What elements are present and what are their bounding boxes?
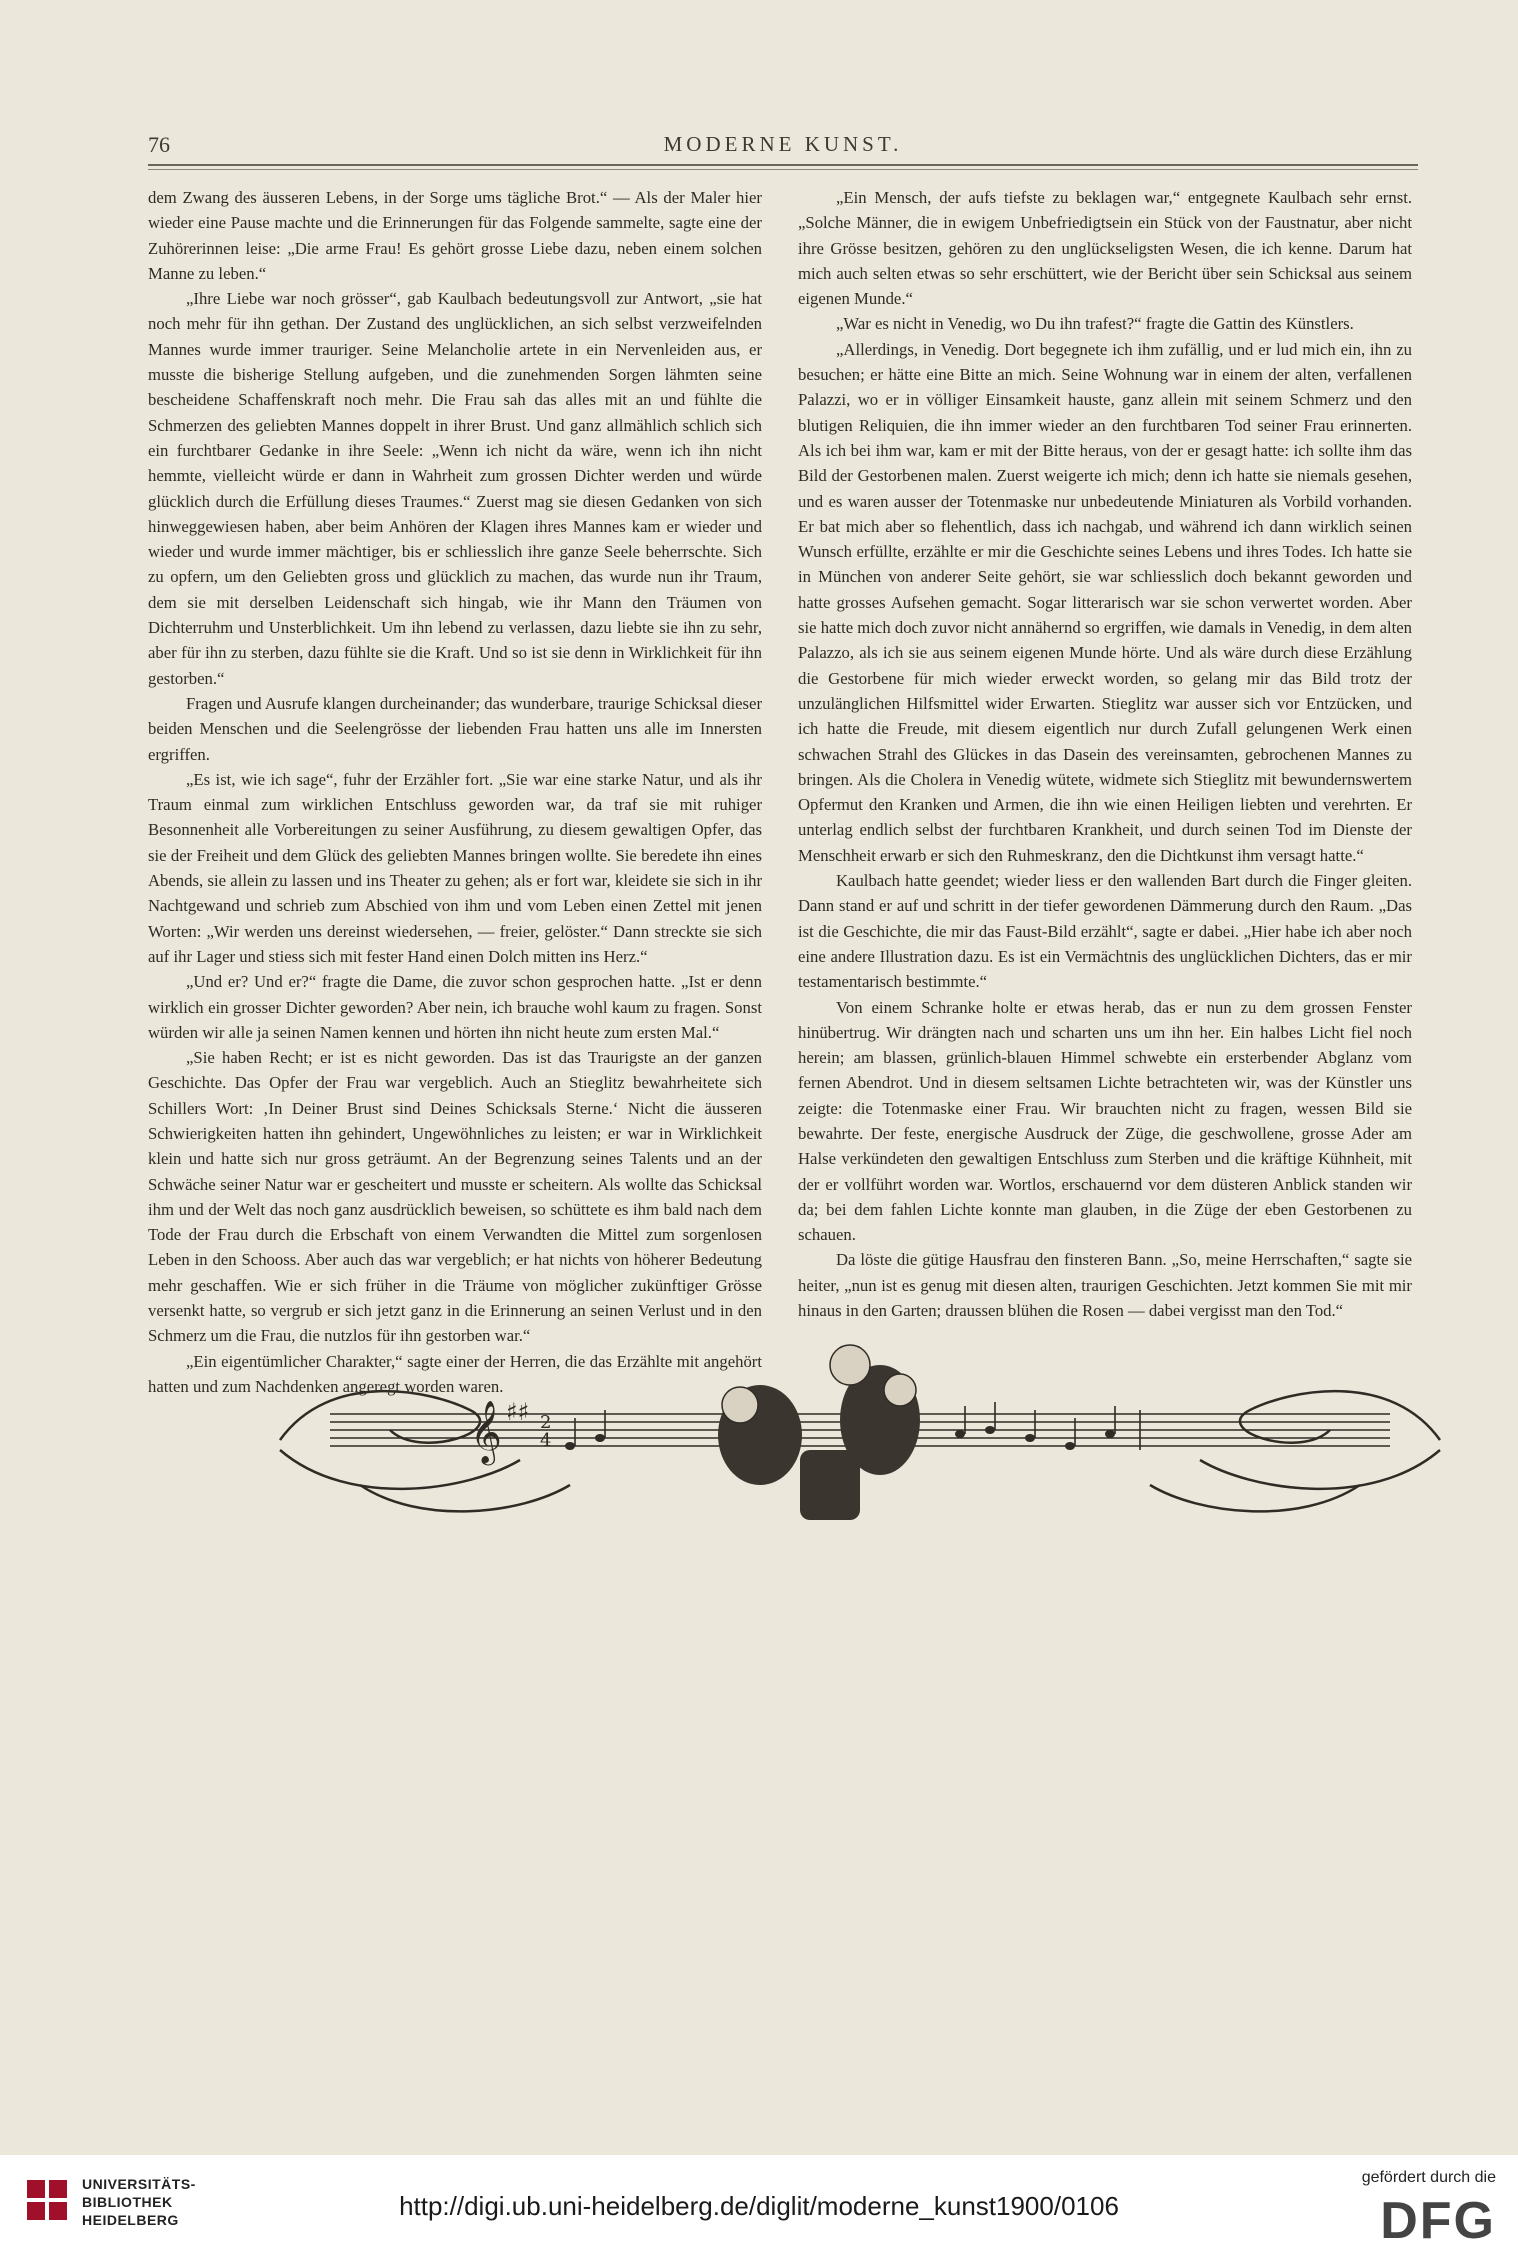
svg-text:2: 2 bbox=[540, 1412, 552, 1433]
paragraph: „Ihre Liebe war noch grösser“, gab Kaulbach bedeutungsvoll zur Antwort, „sie hat noch mehr für ihn gethan. Der Zustand des unglücklichen, an sich selbst verzweifelnden Mannes wurde immer trauriger. Seine Melancholie artete in ein Nervenleiden aus, er musste die bisherige Stellung aufgeben, und die zunehmenden Sorgen lähmten seine bescheidene Schaffenskraft noch mehr. Die Frau sah das alles mit an und fühlte die Schmerzen des geliebten Mannes doppelt in ihrer Brust. Und ganz allmählich schlich sich ein furchtbarer Gedanke in ihre Seele: „Wenn ich nicht da wäre, wenn ich ihn nicht hemmte, vielleicht würde er dann in Wahrheit zum grossen Dichter werden und würde glücklich durch die Erfüllung dieses Traumes.“ Zuerst mag sie diesen Gedanken von sich hinweggewiesen haben, aber beim Anhören der Klagen ihres Mannes kam er wieder und wieder und wurde immer mächtiger, bis er schliesslich ihre ganze Seele beherrschte. Sich zu opfern, um den Geliebten gross und glücklich zu machen, das wurde nun ihr Traum, dem sie mit derselben Leidenschaft sich hingab, wie ihr Mann den Träumen von Dichterruhm und Unsterblichkeit. Um ihn lebend zu verlassen, dazu liebte sie ihn zu sehr, aber für ihn zu sterben, dazu fühlte sie die Kraft. Und so ist sie denn in Wirklichkeit für ihn gestorben.“ bbox=[148, 289, 762, 688]
paragraph: „Ein Mensch, der aufs tiefste zu beklagen war,“ entgegnete Kaulbach sehr ernst. „Solche Männer, die in ewigem Unbefriedigtsein ein Stück von der Faustnatur, aber nicht ihre Grösse besitzen, gehören zu den unglückseligsten Wesen, die ich kenne. Darum hat mich auch selten etwas so sehr erschüttert, wie der Bericht über sein Schicksal aus seinem eigenen Munde.“ bbox=[798, 188, 1412, 309]
library-line: BIBLIOTHEK bbox=[82, 2194, 173, 2210]
library-line: HEIDELBERG bbox=[82, 2212, 179, 2228]
paragraph: „Ein eigentümlicher Charakter,“ sagte einer der Herren, die das Erzählte mit angehört hatten und zum Nachdenken angeregt worden waren. bbox=[148, 1351, 762, 1396]
paragraph: Da löste die gütige Hausfrau den finsteren Bann. „So, meine Herrschaften,“ sagte sie heiter, „nun ist es genug mit diesen alten, traurigen Geschichten. Jetzt kommen Sie mit mir hinaus in den Garten; draussen blühen die Rosen — dabei vergisst man den Tod.“ bbox=[798, 1250, 1412, 1321]
paragraph: „Allerdings, in Venedig. Dort begegnete ich ihm zufällig, und er lud mich ein, ihn zu besuchen; er hätte eine Bitte an mich. Seine Wohnung war in einem der alten, verfallenen Palazzi, wo er in völliger Einsamkeit hauste, ganz allein mit seinem Schmerz und den blutigen Reliquien, die ihn immer wieder an den furchtbaren Tod seiner Frau erinnerten. Als ich bei ihm war, kam er mit der Bitte heraus, von der er gesagt hatte: ich sollte ihm das Bild der Gestorbenen malen. Zuerst weigerte ich mich; denn ich hatte sie niemals gesehen, und es waren ausser der Totenmaske nur unbedeutende Miniaturen als Vorbild vorhanden. Er bat mich aber so flehentlich, dass ich nachgab, und während ich dann wirklich seinen Wunsch erfüllte, erzählte er mir die Geschichte seines Lebens und ihres Todes. Ich hatte sie in München von anderer Seite gehört, sie war schliesslich doch bekannt geworden und hatte grosses Aufsehen gemacht. Sogar litterarisch war sie schon verwertet worden. Aber sie hatte mich doch zuvor nicht annähernd so ergriffen, wie damals in Venedig, in dem alten Palazzo, als ich sie aus seinem eigenen Munde hörte. Und als wäre durch diese Erzählung die Gestorbene für mich wieder erweckt worden, so gelang mir das Bild trotz der unzulänglichen Hilfsmittel wider Erwarten. Stieglitz war ausser sich vor Entzücken, und ich hatte die Freude, mit diesem eigentlich nur durch Zufall gelungenen Werk einen schwachen Strahl des Glückes in das Dasein des vereinsamten, gebrochenen Mannes zu bringen. Als die Cholera in Venedig wütete, widmete sich Stieglitz mit bewundernswertem Opfermut den Kranken und Armen, die ihn wie einen Heiligen liebten und verehrten. Er unterlag endlich selbst der furchtbaren Krankheit, und durch seinen Tod im Dienste der Menschheit erwarb er sich den Ruhmeskranz, den die Dichtkunst ihm versagt hatte.“ bbox=[798, 339, 1413, 865]
paragraph: Kaulbach hatte geendet; wieder liess er den wallenden Bart durch die Finger gleiten. Dann stand er auf und schritt in der tiefer gewordenen Dämmerung durch den Raum. „Das ist die Geschichte, die mir das Faust-Bild erzählt“, sagte er dabei. „Hier habe ich aber noch eine andere Illustration dazu. Es ist ein Vermächtnis des unglücklichen Dichters, das er mir testamentarisch bestimmte.“ bbox=[798, 871, 1412, 992]
svg-text:𝄞: 𝄞 bbox=[470, 1400, 502, 1463]
left-column bbox=[148, 185, 762, 1399]
footer-bar bbox=[0, 2155, 1518, 2261]
paragraph: dem Zwang des äusseren Lebens, in der Sorge ums tägliche Brot.“ — Als der Maler hier wieder eine Pause machte und die Erinnerungen für das Folgende sammelte, sagte eine der Zuhörerinnen leise: „Die arme Frau! Es gehört grosse Liebe dazu, neben einem solchen Manne zu leben.“ bbox=[148, 188, 762, 283]
paragraph: Fragen und Ausrufe klangen durcheinander; das wunderbare, traurige Schicksal dieser beiden Menschen und die Seelengrösse der liebenden Frau hatten uns alle im Innersten ergriffen. bbox=[148, 693, 762, 764]
page-header bbox=[148, 128, 1418, 164]
header-rule bbox=[148, 164, 1418, 166]
paragraph: „Es ist, wie ich sage“, fuhr der Erzähler fort. „Sie war eine starke Natur, und als ihr Traum einmal zum wirklichen Entschluss geworden war, da traf sie mit ruhiger Besonnenheit alle Vorbereitungen zu seiner Ausführung, zu diesem gewaltigen Opfer, das sie der Freiheit und dem Glück des geliebten Mannes bringen wollte. Sie beredete ihn eines Abends, sie allein zu lassen und ins Theater zu gehen; als er fort war, kleidete sie sich in ihr Nachtgewand und schrieb zum Abschied von ihm und vom Leben einen Zettel mit jenen Worten: „Wir werden uns dereinst wiedersehen, — freier, gelöster.“ Dann streckte sie sich auf ihr Lager und stiess sich mit fester Hand einen Dolch mitten ins Herz.“ bbox=[148, 769, 762, 966]
paragraph: „War es nicht in Venedig, wo Du ihn trafest?“ fragte die Gattin des Künstlers. bbox=[836, 314, 1354, 334]
music-ornament-illustration bbox=[270, 1310, 1450, 1550]
paragraph: Von einem Schranke holte er etwas herab, das er nun zu dem grossen Fenster hinübertrug. Wir drängten nach und scharten uns um ihn her. Ein halbes Licht fiel noch herein; am blassen, grünlich-blauen Himmel schwebte ein ersterbender Abglanz vom fernen Abendrot. Und in diesem seltsamen Lichte betrachteten wir, was der Künstler uns zeigte: die Totenmaske einer Frau. Wir brauchten nicht zu fragen, wessen Bild sie bewahrte. Der feste, energische Ausdruck der Züge, die geschwollene, grosse Ader am Halse verkündeten den gewaltigen Entschluss zum Sterben und die kräftige Kühnheit, mit der er vollführt worden war. Wortlos, erschauernd vor dem düsteren Anblick standen wir da; bei dem fahlen Lichte konnte man glauben, in die Züge der eben Gestorbenen zu schauen. bbox=[798, 997, 1412, 1245]
page-number: 76 bbox=[148, 132, 170, 157]
running-title: MODERNE KUNST. bbox=[663, 132, 903, 156]
right-column bbox=[798, 185, 1412, 1323]
library-line: UNIVERSITÄTS- bbox=[82, 2176, 196, 2192]
paragraph: „Und er? Und er?“ fragte die Dame, die zuvor schon gesprochen hatte. „Ist er denn wirklich ein grosser Dichter geworden? Aber nein, ich brauche wohl kaum zu fragen. Sonst würden wir alle ja seinen Namen kennen und hörten ihn nicht heute zum ersten Mal.“ bbox=[148, 972, 762, 1042]
svg-text:4: 4 bbox=[540, 1430, 552, 1451]
svg-text:♯♯: ♯♯ bbox=[506, 1398, 530, 1426]
dfg-logo[interactable]: DFG bbox=[1380, 2192, 1496, 2250]
paragraph: „Sie haben Recht; er ist es nicht geworden. Das ist das Traurigste an der ganzen Geschichte. Das Opfer der Frau war vergeblich. Auch an Stieglitz bewahrheitete sich Schillers Wort: ‚In Deiner Brust sind Deines Schicksals Sterne.‘ Nicht die äusseren Schwierigkeiten hatten ihn gehindert, Ungewöhnliches zu leisten; er war in Wirklichkeit klein und hatte sich nur gross geträumt. An der Begrenzung seines Talents und an der Schwäche seiner Natur war er gescheitert und musste er scheitern. Als wollte das Schicksal ihm und der Welt das noch ganz ausdrücklich beweisen, so schüttete es ihm bald nach dem Tode der Frau durch die Erbschaft von einem Verwandten die Mittel zum sorgenlosen Leben in den Schooss. Aber auch das war vergeblich; er hat nichts von höherer Bedeutung mehr geschaffen. Wie er sich früher in die Träume von möglicher zukünftiger Grösse versenkt hatte, so vergrub er sich jetzt ganz in die Erinnerung an seinen Verlust und in den Schmerz um die Frau, die nutzlos für ihn gestorben war.“ bbox=[148, 1048, 762, 1346]
header-rule-thin bbox=[148, 169, 1418, 170]
funding-label: gefördert durch die bbox=[1361, 2169, 1496, 2186]
source-url[interactable]: http://digi.ub.uni-heidelberg.de/diglit/moderne_kunst1900/0106 bbox=[399, 2191, 1119, 2221]
